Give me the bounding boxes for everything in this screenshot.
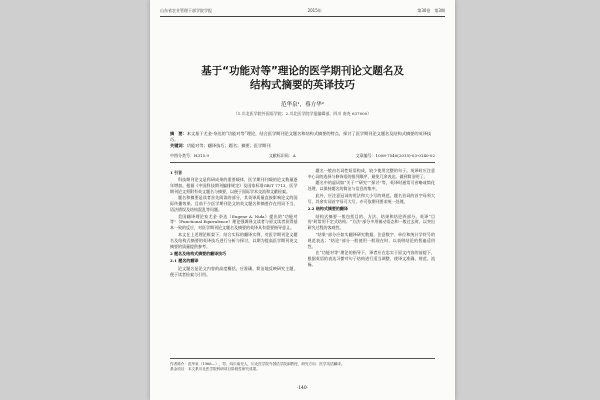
body-text — [170, 168, 435, 350]
keywords-text: 功能对等；翻译技巧；题名；摘要；医学期刊 — [186, 143, 271, 148]
authors: 范华泉¹，蔡方华² — [281, 102, 324, 108]
title-line-2: 结构式摘要的英译技巧 — [250, 79, 355, 91]
abstract-text: 本文基于尤金·奈达的“功能对等”理论，结合医学期刊论文题名和结构式摘要的特点，探讨了医学期刊论文题名及结构式摘要的英译技巧。 — [170, 131, 432, 142]
footnote-fund: 基金项目：本文系川北医学院科研项目阶段性研究成果。 — [170, 367, 260, 371]
journal-name: 山东省农业管理干部学院学报 — [160, 8, 212, 13]
footnote — [170, 358, 435, 372]
footnote-author: 作者简介：范华泉（1966—），男，四川南充人，川北医学院外国语学院副教授，研究方向：医学英语翻译。 — [170, 362, 345, 366]
section-heading: 1 引言 — [170, 169, 183, 175]
section-heading: 2.1 题名的翻译 — [170, 258, 199, 264]
body-paragraph: 论文题名是论文内容的高度概括，应准确、简洁地反映研究主题，便于读者检索与引用。 — [170, 265, 298, 277]
body-paragraph: 本文在上述理论框架下，结合实际的翻译实例，对医学期刊论文题名及结构式摘要的英译技巧进行分析与探讨，以期为提高医学期刊英文摘要的质量提供参考。 — [170, 231, 298, 249]
abstract-label: 摘 要： — [170, 131, 187, 136]
body-paragraph: 题名中的虚词如“关于”“研究”“探讨”等，英译时通常可省略或简化处理，以保持题名的简洁与信息的集中。 — [307, 180, 435, 192]
document-code: 文献标识码：A — [268, 153, 296, 158]
keywords — [170, 143, 435, 149]
body-paragraph: “结果”部分应如实翻译研究数据，注意数字、单位和统计学符号的规范表达；“结论”部分一般使用一般现在时，以表明结论的普遍适用性。 — [307, 231, 435, 249]
body-paragraph: 结构式摘要一般包括目的、方法、结果和结论四部分。英译“目的”时常用不定式结构；“方法”部分多用被动语态和一般过去时，以突出研究过程的客观性。 — [307, 213, 435, 231]
keywords-label: 关键词： — [170, 143, 187, 148]
article-title — [170, 64, 435, 92]
page-number: ·140· — [296, 386, 309, 391]
body-paragraph: 美国翻译理论家尤金·奈达（Eugene A. Nida）提出的“功能对等”（Functional Equivalence）理论强调译文读者与原文读者获得基本一致的反应，对医学期刊论文题名及摘要的英译具有重要指导意义。 — [170, 213, 298, 231]
title-line-1: 基于“功能对等”理论的医学期刊论文题名及 — [201, 65, 404, 77]
body-paragraph: 科技期刊论文是科研成果的重要载体，医学期刊刊载的论文数量逐年增加。根据《中国科技期刊编排规定》及国家标准GB/T 7713，医学期刊论文须附有英文题名与摘要，以便于国际学术交流和文献检索。 — [170, 176, 298, 194]
section-heading: 2.2 结构式摘要的翻译 — [307, 206, 348, 212]
body-paragraph: 在“功能对等”理论的指导下，译者应在忠实于原文内容的前提下，根据英语的表达习惯对句子结构进行适当调整，使译文准确、规范、流畅。 — [307, 250, 435, 267]
body-column-right — [308, 168, 436, 350]
abstract — [170, 131, 435, 143]
journal-volume: 第30卷 第3期 — [417, 8, 445, 13]
classification-line — [170, 153, 435, 163]
body-paragraph: 此外，应注意冠词的用法和大小写的规范。题名首词的首字母须大写，其余实词首字母可大写，亦可依期刊要求统一处理。 — [307, 192, 435, 204]
article-number: 文章编号：1008-7540(2015)-03-0140-02 — [355, 153, 435, 158]
section-heading: 2 题名及结构式摘要的翻译技巧 — [170, 251, 227, 257]
journal-year: 2015年 — [307, 8, 322, 13]
journal-page — [150, 0, 455, 400]
affiliation: （1.川北医学院外国语学院；2.川北医学院学报编辑部，四川 南充 637000） — [233, 111, 372, 116]
body-column-left — [170, 168, 298, 350]
running-header — [160, 8, 445, 17]
body-paragraph: 题名一般由名词性短语构成，较少使用完整的句子。英译时应注意中心词的选择与修饰语的排列顺序，避免冗余表达，做到简洁明了。 — [307, 168, 435, 179]
body-paragraph: 题名和摘要是读者首先阅读的部分，其英译质量直接影响论文的国际传播效果。目前不少医学期刊论文的英文题名和摘要存在用词不当、语法错误及结构混乱等问题。 — [170, 195, 298, 213]
clc-number: 中图分类号：H315.9 — [170, 153, 209, 158]
